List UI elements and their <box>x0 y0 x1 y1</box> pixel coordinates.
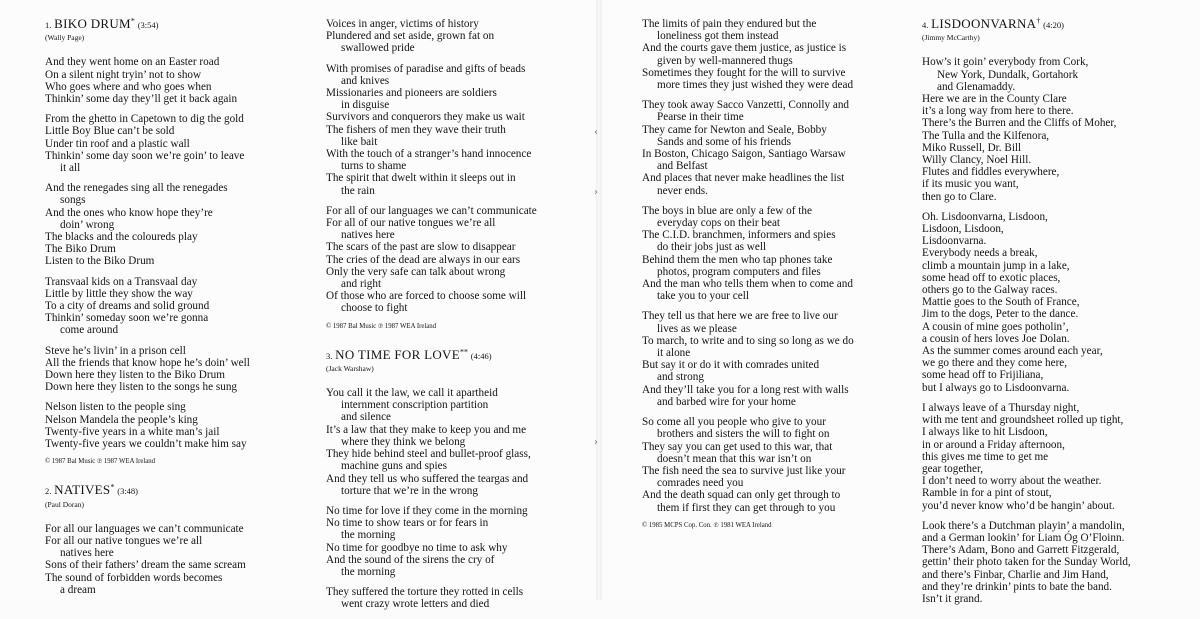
lyrics-column-1 <box>45 18 295 604</box>
lyric-line: The boys in blue are only a few of the <box>642 204 812 217</box>
lyric-line: the rain <box>341 184 375 197</box>
lyric-line: Under tin roof and a plastic wall <box>45 137 190 150</box>
lyric-line: And the renegades sing all the renegades <box>45 182 228 195</box>
song-title: NATIVES <box>54 482 111 498</box>
lyric-line: Only the very safe can talk about wrong <box>326 265 506 278</box>
lyric-line: Survivors and conquerors they make us wait <box>326 111 525 124</box>
lyric-line: Twenty-five years in a white man’s jail <box>45 425 220 438</box>
stanza <box>642 18 892 91</box>
stanza <box>45 276 295 337</box>
lyric-line: Down here they listen to the songs he sung <box>45 381 238 394</box>
lyric-line: photos, program computers and files <box>657 265 821 278</box>
lyric-line: No time for love if they come in the morning <box>326 504 528 517</box>
lyric-line: with me tent and groundsheet rolled up tight, <box>922 414 1124 427</box>
lyric-line: So come all you people who give to your <box>642 416 826 429</box>
lyric-line: They took away Sacco Vanzetti, Connolly and <box>642 99 850 112</box>
lyric-line: and Belfast <box>657 160 708 173</box>
lyric-line: but I always go to Lisdoonvarna. <box>922 381 1070 394</box>
song-block <box>45 18 295 466</box>
lyric-line: turns to shame <box>341 160 407 173</box>
copyright-line: © 1987 Bal Music ℗ 1987 WEA Ireland <box>45 458 156 466</box>
song-credit: (Jack Warshaw) <box>326 363 374 373</box>
lyric-line: the morning <box>341 529 396 542</box>
lyric-line: Nelson Mandela the people’s king <box>45 413 198 426</box>
lyric-line: The blacks and the coloureds play <box>45 231 198 244</box>
lyric-line: Oh. Lisdoonvarna, Lisdoon, <box>922 210 1048 223</box>
lyric-line: To march, to write and to sing so long as we do <box>642 334 854 347</box>
song-mark: ** <box>459 346 468 356</box>
lyric-line: As the summer comes around each year, <box>922 345 1103 358</box>
song-credit: (Paul Doran) <box>45 499 84 509</box>
song-title: NO TIME FOR LOVE <box>335 346 460 362</box>
lyric-line: some head off to exotic places, <box>922 271 1061 284</box>
copyright-line: © 1985 MCPS Cop. Con. ℗ 1981 WEA Ireland <box>642 521 772 529</box>
stanza <box>45 345 295 394</box>
lyric-line: given by well-mannered thugs <box>657 54 793 67</box>
lyric-line: Jim to the dogs, Peter to the dance. <box>922 308 1079 321</box>
song-heading <box>45 484 295 497</box>
song-duration: (3:54) <box>137 20 159 30</box>
lyric-line: All the friends that know hope he’s doin’ well <box>45 356 250 369</box>
lyric-line: in disguise <box>341 99 390 112</box>
lyric-line: others go to the Galway races. <box>922 284 1058 297</box>
lyric-line: come around <box>60 324 119 337</box>
lyric-line: like bait <box>341 135 378 148</box>
stanza <box>642 310 892 408</box>
lyric-line: For all of our languages we can’t communicate <box>326 204 537 217</box>
lyric-line: They suffered the torture they rotted in cells <box>326 586 524 599</box>
stanza <box>45 182 295 267</box>
lyrics-column-2 <box>326 18 576 619</box>
lyric-line: Behind them the men who tap phones take <box>642 253 833 266</box>
lyric-line: Miko Russell, Dr. Bill <box>922 141 1022 154</box>
lyric-line: Steve he’s livin’ in a prison cell <box>45 344 186 357</box>
lyric-line: Willy Clancy, Noel Hill. <box>922 154 1032 167</box>
lyric-line: and they’re drinkin’ pints to bate the band. <box>922 580 1112 593</box>
lyric-line: Plundered and set aside, grown fat on <box>326 30 495 43</box>
lyric-line: I always leave of a Thursday night, <box>922 401 1080 414</box>
lyric-line: And the man who tells them when to come and <box>642 278 853 291</box>
lyric-line: and silence <box>341 411 392 424</box>
booklet-fold <box>596 0 602 600</box>
lyric-line: torture that we’re in the wrong <box>341 484 478 497</box>
lyric-line: and Glenamaddy. <box>937 80 1016 93</box>
lyric-line: No time to show tears or for fears in <box>326 517 489 530</box>
stanza <box>326 387 576 497</box>
lyric-line: Lisdoonvarna. <box>922 235 987 248</box>
lyric-line: gear together, <box>922 462 984 475</box>
lyric-line: you’d never know who’d be hangin’ about. <box>922 499 1115 512</box>
lyric-line: On a silent night tryin’ not to show <box>45 68 202 81</box>
stanza <box>642 205 892 303</box>
lyric-line: Ramble in for a pint of stout, <box>922 487 1052 500</box>
lyric-line: loneliness got them instead <box>657 30 779 43</box>
song-mark: * <box>110 482 115 492</box>
stanza <box>922 402 1172 512</box>
song-mark: † <box>1036 16 1041 26</box>
lyric-line: Sands and some of his friends <box>657 135 791 148</box>
lyric-line: Of those who are forced to choose some will <box>326 290 527 303</box>
lyric-line: But say it or do it with comrades united <box>642 359 820 372</box>
lyric-line: Sometimes they fought for the will to survive <box>642 66 846 79</box>
copyright-line: © 1987 Bal Music ℗ 1987 WEA Ireland <box>326 322 437 330</box>
lyric-line: songs <box>60 194 86 207</box>
lyric-line: the morning <box>341 565 396 578</box>
lyric-line: machine guns and spies <box>341 460 447 473</box>
lyric-line: Little Boy Blue can’t be sold <box>45 125 175 138</box>
lyric-line: The fish need the sea to survive just like your <box>642 464 846 477</box>
lyric-line: Listen to the Biko Drum <box>45 255 155 268</box>
lyric-line: They say you can get used to this war, that <box>642 440 833 453</box>
lyric-line: The scars of the past are slow to disappear <box>326 241 516 254</box>
lyric-line: I don’t need to worry about the weather. <box>922 475 1102 488</box>
lyric-line: New York, Dundalk, Gortahork <box>937 68 1079 81</box>
lyric-line: take you to your cell <box>657 290 749 303</box>
lyric-line: Lisdoon, Lisdoon, <box>922 223 1004 236</box>
song-credit: (Jimmy McCarthy) <box>922 33 980 43</box>
lyric-line: The Biko Drum <box>45 243 116 256</box>
lyric-line: Thinkin’ some day soon we’re goin’ to leave <box>45 149 245 162</box>
stanza <box>642 416 892 514</box>
song-block <box>45 484 295 596</box>
lyric-line: doin’ wrong <box>60 218 115 231</box>
stanza <box>326 586 576 610</box>
lyric-line: Look there’s a Dutchman playin’ a mandolin, <box>922 519 1125 532</box>
lyric-line: climb a mountain jump in a lake, <box>922 259 1070 272</box>
lyric-line: The C.I.D. branchmen, informers and spies <box>642 229 836 242</box>
lyric-line: in or around a Friday afternoon, <box>922 438 1065 451</box>
song-title: LISDOONVARNA <box>931 16 1037 31</box>
stanza <box>326 505 576 578</box>
lyric-line: No time for goodbye no time to ask why <box>326 541 508 554</box>
lyric-line: With promises of paradise and gifts of beads <box>326 62 526 75</box>
lyric-line: The limits of pain they endured but the <box>642 18 817 30</box>
lyric-line: lives as we please <box>657 322 737 335</box>
lyric-line: them if first they can get through to you <box>657 501 836 514</box>
song-number: 1. <box>45 20 52 30</box>
song-number: 2. <box>45 486 52 497</box>
song-block <box>922 18 1172 605</box>
lyric-line: Voices in anger, victims of history <box>326 18 479 30</box>
stanza <box>922 520 1172 605</box>
lyric-line: It’s a law that they make to keep you and me <box>326 423 527 436</box>
stanza <box>45 401 295 450</box>
lyric-line: Thinkin’ some day they’ll get it back again <box>45 93 238 106</box>
staple-hole-icon: › <box>594 187 598 198</box>
lyric-line: went crazy wrote letters and died <box>341 598 490 611</box>
lyrics-column-4 <box>922 18 1172 613</box>
lyric-line: To a city of dreams and solid ground <box>45 300 210 313</box>
lyric-line: Flutes and fiddles everywhere, <box>922 166 1060 179</box>
lyric-line: And the courts gave them justice, as justice is <box>642 42 847 55</box>
lyric-line: The spirit that dwelt within it sleeps out in <box>326 172 516 185</box>
lyric-line: more times they just wished they were dead <box>657 79 854 92</box>
lyric-line: Everybody needs a break, <box>922 247 1038 260</box>
lyric-line: where they think we belong <box>341 435 466 448</box>
lyric-line: Pearse in their time <box>657 111 744 124</box>
lyric-line: Twenty-five years we couldn’t make him say <box>45 438 247 451</box>
lyric-line: Who goes where and who goes when <box>45 80 212 93</box>
lyric-line: natives here <box>60 547 114 560</box>
song-heading <box>45 18 295 31</box>
lyric-line: it’s a long way from here to there. <box>922 105 1074 118</box>
song-block <box>642 18 892 530</box>
lyric-line: swallowed pride <box>341 42 415 55</box>
lyric-line: From the ghetto in Capetown to dig the gold <box>45 113 244 126</box>
lyric-line: Mattie goes to the South of France, <box>922 296 1080 309</box>
lyric-line: Nelson listen to the people sing <box>45 401 186 414</box>
lyric-line: it all <box>60 162 81 175</box>
lyric-line: Little by little they show the way <box>45 287 193 300</box>
lyric-line: Transvaal kids on a Transvaal day <box>45 275 198 288</box>
lyric-line: some head off to Frijiliana, <box>922 369 1044 382</box>
lyrics-column-3 <box>642 18 892 548</box>
lyric-line: never ends. <box>657 184 708 197</box>
lyric-line: gettin’ their photo taken for the Sunday World, <box>922 556 1131 569</box>
lyric-line: Missionaries and pioneers are soldiers <box>326 87 497 100</box>
lyric-line: and there’s Finbar, Charlie and Jim Hand, <box>922 568 1109 581</box>
stanza <box>326 63 576 197</box>
lyric-line: and a German lookin’ for Liam Óg O’Floinn. <box>922 531 1125 544</box>
lyric-line: a dream <box>60 583 96 596</box>
stanza <box>45 113 295 174</box>
song-number: 3. <box>326 350 333 361</box>
lyric-line: and strong <box>657 371 704 384</box>
song-heading <box>326 346 576 362</box>
lyric-line: You call it the law, we call it apartheid <box>326 387 498 400</box>
lyric-line: They came for Newton and Seale, Bobby <box>642 123 827 136</box>
lyric-line: comrades need you <box>657 477 744 490</box>
lyric-line: Thinkin’ someday soon we’re gonna <box>45 312 209 325</box>
song-mark: * <box>130 16 135 26</box>
staple-hole-icon: › <box>594 437 598 448</box>
lyric-line: And the sound of the sirens the cry of <box>326 553 495 566</box>
song-block <box>326 346 576 611</box>
stanza <box>922 211 1172 394</box>
lyric-line: if its music you want, <box>922 178 1019 191</box>
lyric-line: and knives <box>341 74 390 87</box>
lyric-line: A cousin of mine goes potholin’, <box>922 320 1069 333</box>
stanza <box>922 56 1172 202</box>
stanza <box>45 56 295 105</box>
lyric-line: this gives me time to get me <box>922 450 1049 463</box>
lyric-line: The cries of the dead are always in our ears <box>326 253 521 266</box>
lyric-line: then go to Clare. <box>922 190 997 203</box>
lyric-line: For all our languages we can’t communicate <box>45 522 244 535</box>
lyric-line: And the ones who know hope they’re <box>45 206 213 219</box>
lyric-line: There’s the Burren and the Cliffs of Moher, <box>922 117 1117 130</box>
lyric-line: natives here <box>341 229 395 242</box>
lyric-line: everyday cops on their beat <box>657 217 781 230</box>
lyric-line: The sound of forbidden words becomes <box>45 571 223 584</box>
lyric-line: And places that never make headlines the list <box>642 172 845 185</box>
stanza <box>45 523 295 596</box>
lyric-line: For all our native tongues we’re all <box>45 534 203 547</box>
lyric-line: And the death squad can only get through to <box>642 489 841 502</box>
lyric-line: And they went home on an Easter road <box>45 56 220 69</box>
lyric-line: Here we are in the County Clare <box>922 93 1067 106</box>
lyric-line: They tell us that here we are free to live our <box>642 310 838 323</box>
song-number: 4. <box>922 20 929 30</box>
lyric-line: Down here they listen to the Biko Drum <box>45 369 225 382</box>
song-heading <box>922 18 1172 31</box>
lyric-line: They hide behind steel and bullet-proof glass, <box>326 448 531 461</box>
staple-hole-icon: ‹ <box>594 127 598 138</box>
lyric-line: How’s it goin’ everybody from Cork, <box>922 56 1089 69</box>
lyric-line: And they’ll take you for a long rest with walls <box>642 383 849 396</box>
stanza <box>326 18 576 55</box>
lyric-line: do their jobs just as well <box>657 241 767 254</box>
lyric-line: With the touch of a stranger’s hand innocence <box>326 148 532 161</box>
lyric-line: a cousin of hers loves Joe Dolan. <box>922 332 1070 345</box>
song-duration: (4:20) <box>1043 20 1064 30</box>
stanza <box>642 99 892 197</box>
lyric-line: The Tulla and the Kilfenora, <box>922 129 1050 142</box>
song-title: BIKO DRUM <box>54 16 131 31</box>
stanza <box>326 205 576 315</box>
lyric-line: brothers and sisters the will to fight on <box>657 428 830 441</box>
lyric-line: For all of our native tongues we’re all <box>326 217 496 230</box>
lyric-line: choose to fight <box>341 302 408 315</box>
song-credit: (Wally Page) <box>45 33 85 43</box>
lyric-line: Isn’t it grand. <box>922 592 983 605</box>
lyric-line: And they tell us who suffered the teargas and <box>326 472 529 485</box>
lyric-line: doesn’t mean that this war isn’t on <box>657 452 812 465</box>
lyric-line: In Boston, Chicago Saigon, Santiago Warsaw <box>642 148 846 161</box>
lyric-line: it alone <box>657 347 691 360</box>
lyric-line: There’s Adam, Bono and Garrett Fitzgerald, <box>922 544 1120 557</box>
lyric-line: and barbed wire for your home <box>657 395 796 408</box>
lyric-line: The fishers of men they wave their truth <box>326 123 506 136</box>
song-block <box>326 18 576 331</box>
song-duration: (3:48) <box>117 486 139 497</box>
lyric-line: internment conscription partition <box>341 399 489 412</box>
lyric-line: I always like to hit Lisdoon, <box>922 426 1048 439</box>
lyric-line: we go there and they come here, <box>922 357 1068 370</box>
song-duration: (4:46) <box>470 350 492 361</box>
lyric-line: and right <box>341 278 382 291</box>
lyric-line: Sons of their fathers’ dream the same scream <box>45 559 246 572</box>
